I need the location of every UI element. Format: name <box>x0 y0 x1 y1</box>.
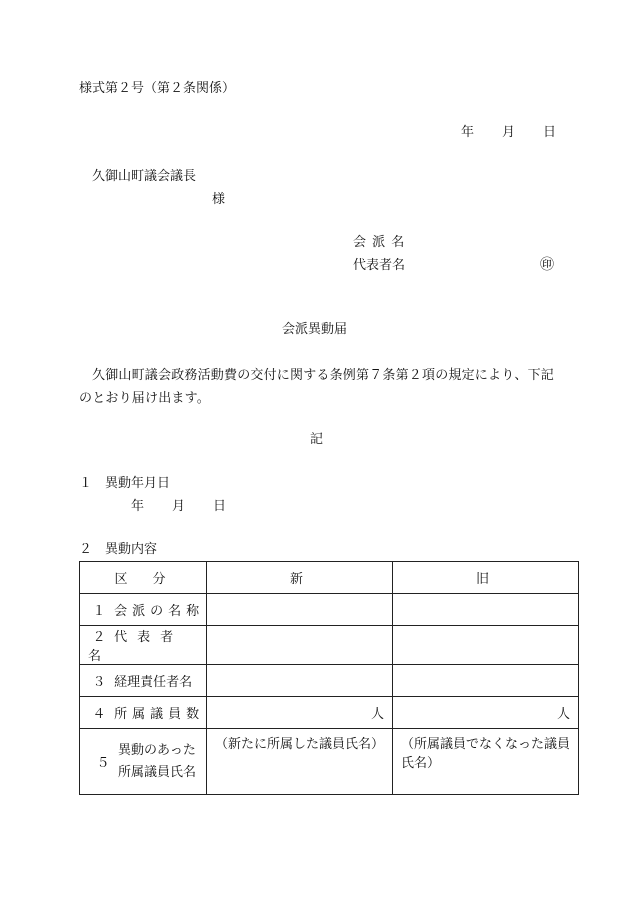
unit-label: 人 <box>556 707 570 722</box>
old-members-cell[interactable] <box>393 729 579 795</box>
date-month-label: 月 <box>502 125 516 140</box>
date-year-label: 年 <box>461 125 475 140</box>
representative-label: 代表者名 <box>353 258 406 273</box>
row-number: ５ <box>96 756 110 771</box>
table-row <box>80 697 579 729</box>
new-representative-cell[interactable] <box>207 626 393 665</box>
row-label: 代表者名 <box>88 630 184 664</box>
change-date-year-label: 年 <box>131 499 145 514</box>
new-members-cell[interactable] <box>207 729 393 795</box>
addressee-name: 久御山町議会議長 <box>92 169 197 184</box>
old-accounting-officer-cell[interactable] <box>393 665 579 697</box>
unit-label: 人 <box>370 707 384 722</box>
section1-heading: １ 異動年月日 <box>79 476 171 491</box>
new-faction-name-cell[interactable] <box>207 594 393 626</box>
new-accounting-officer-cell[interactable] <box>207 665 393 697</box>
addressee-honorific: 様 <box>212 192 226 207</box>
row-number: １ <box>92 604 106 619</box>
header-new: 新 <box>207 562 393 594</box>
new-member-count-cell[interactable] <box>207 697 393 729</box>
faction-name-label: 会 派 名 <box>353 235 406 250</box>
table-row <box>80 665 579 697</box>
table-row <box>80 729 579 795</box>
ki-mark: 記 <box>310 432 324 447</box>
row-number: ２ <box>92 630 106 645</box>
change-date-day-label: 日 <box>213 499 227 514</box>
old-members-note: （所属議員でなくなった議員氏名） <box>401 737 571 771</box>
header-old: 旧 <box>393 562 579 594</box>
row-label-changed-members <box>80 729 207 795</box>
form-number: 様式第２号（第２条関係） <box>79 81 236 96</box>
header-category: 区 分 <box>80 562 207 594</box>
row-label: 会派の名称 <box>114 604 205 619</box>
body-paragraph: 久御山町議会政務活動費の交付に関する条例第７条第２項の規定により、下記のとおり届け出ます。 <box>79 368 555 406</box>
old-representative-cell[interactable] <box>393 626 579 665</box>
row-label-accounting-officer <box>80 665 207 697</box>
row-label-member-count <box>80 697 207 729</box>
old-faction-name-cell[interactable] <box>393 594 579 626</box>
row-label-representative <box>80 626 207 665</box>
change-date-month-label: 月 <box>172 499 186 514</box>
table-row <box>80 594 579 626</box>
table-header-row <box>80 562 579 594</box>
row-label-faction-name <box>80 594 207 626</box>
row-label-line2: 所属議員氏名 <box>118 764 197 780</box>
seal-mark: ㊞ <box>540 257 554 273</box>
section2-heading: ２ 異動内容 <box>79 542 158 557</box>
change-details-table <box>79 561 579 795</box>
old-member-count-cell[interactable] <box>393 697 579 729</box>
new-members-note: （新たに所属した議員氏名） <box>215 737 385 752</box>
date-day-label: 日 <box>543 125 557 140</box>
row-number: ３ <box>92 675 106 690</box>
row-number: ４ <box>92 707 106 722</box>
row-label: 経理責任者名 <box>114 675 193 690</box>
document-title: 会派異動届 <box>282 322 348 337</box>
row-label: 所属議員数 <box>114 707 205 722</box>
table-row <box>80 626 579 665</box>
row-label-line1: 異動のあった <box>118 742 196 758</box>
